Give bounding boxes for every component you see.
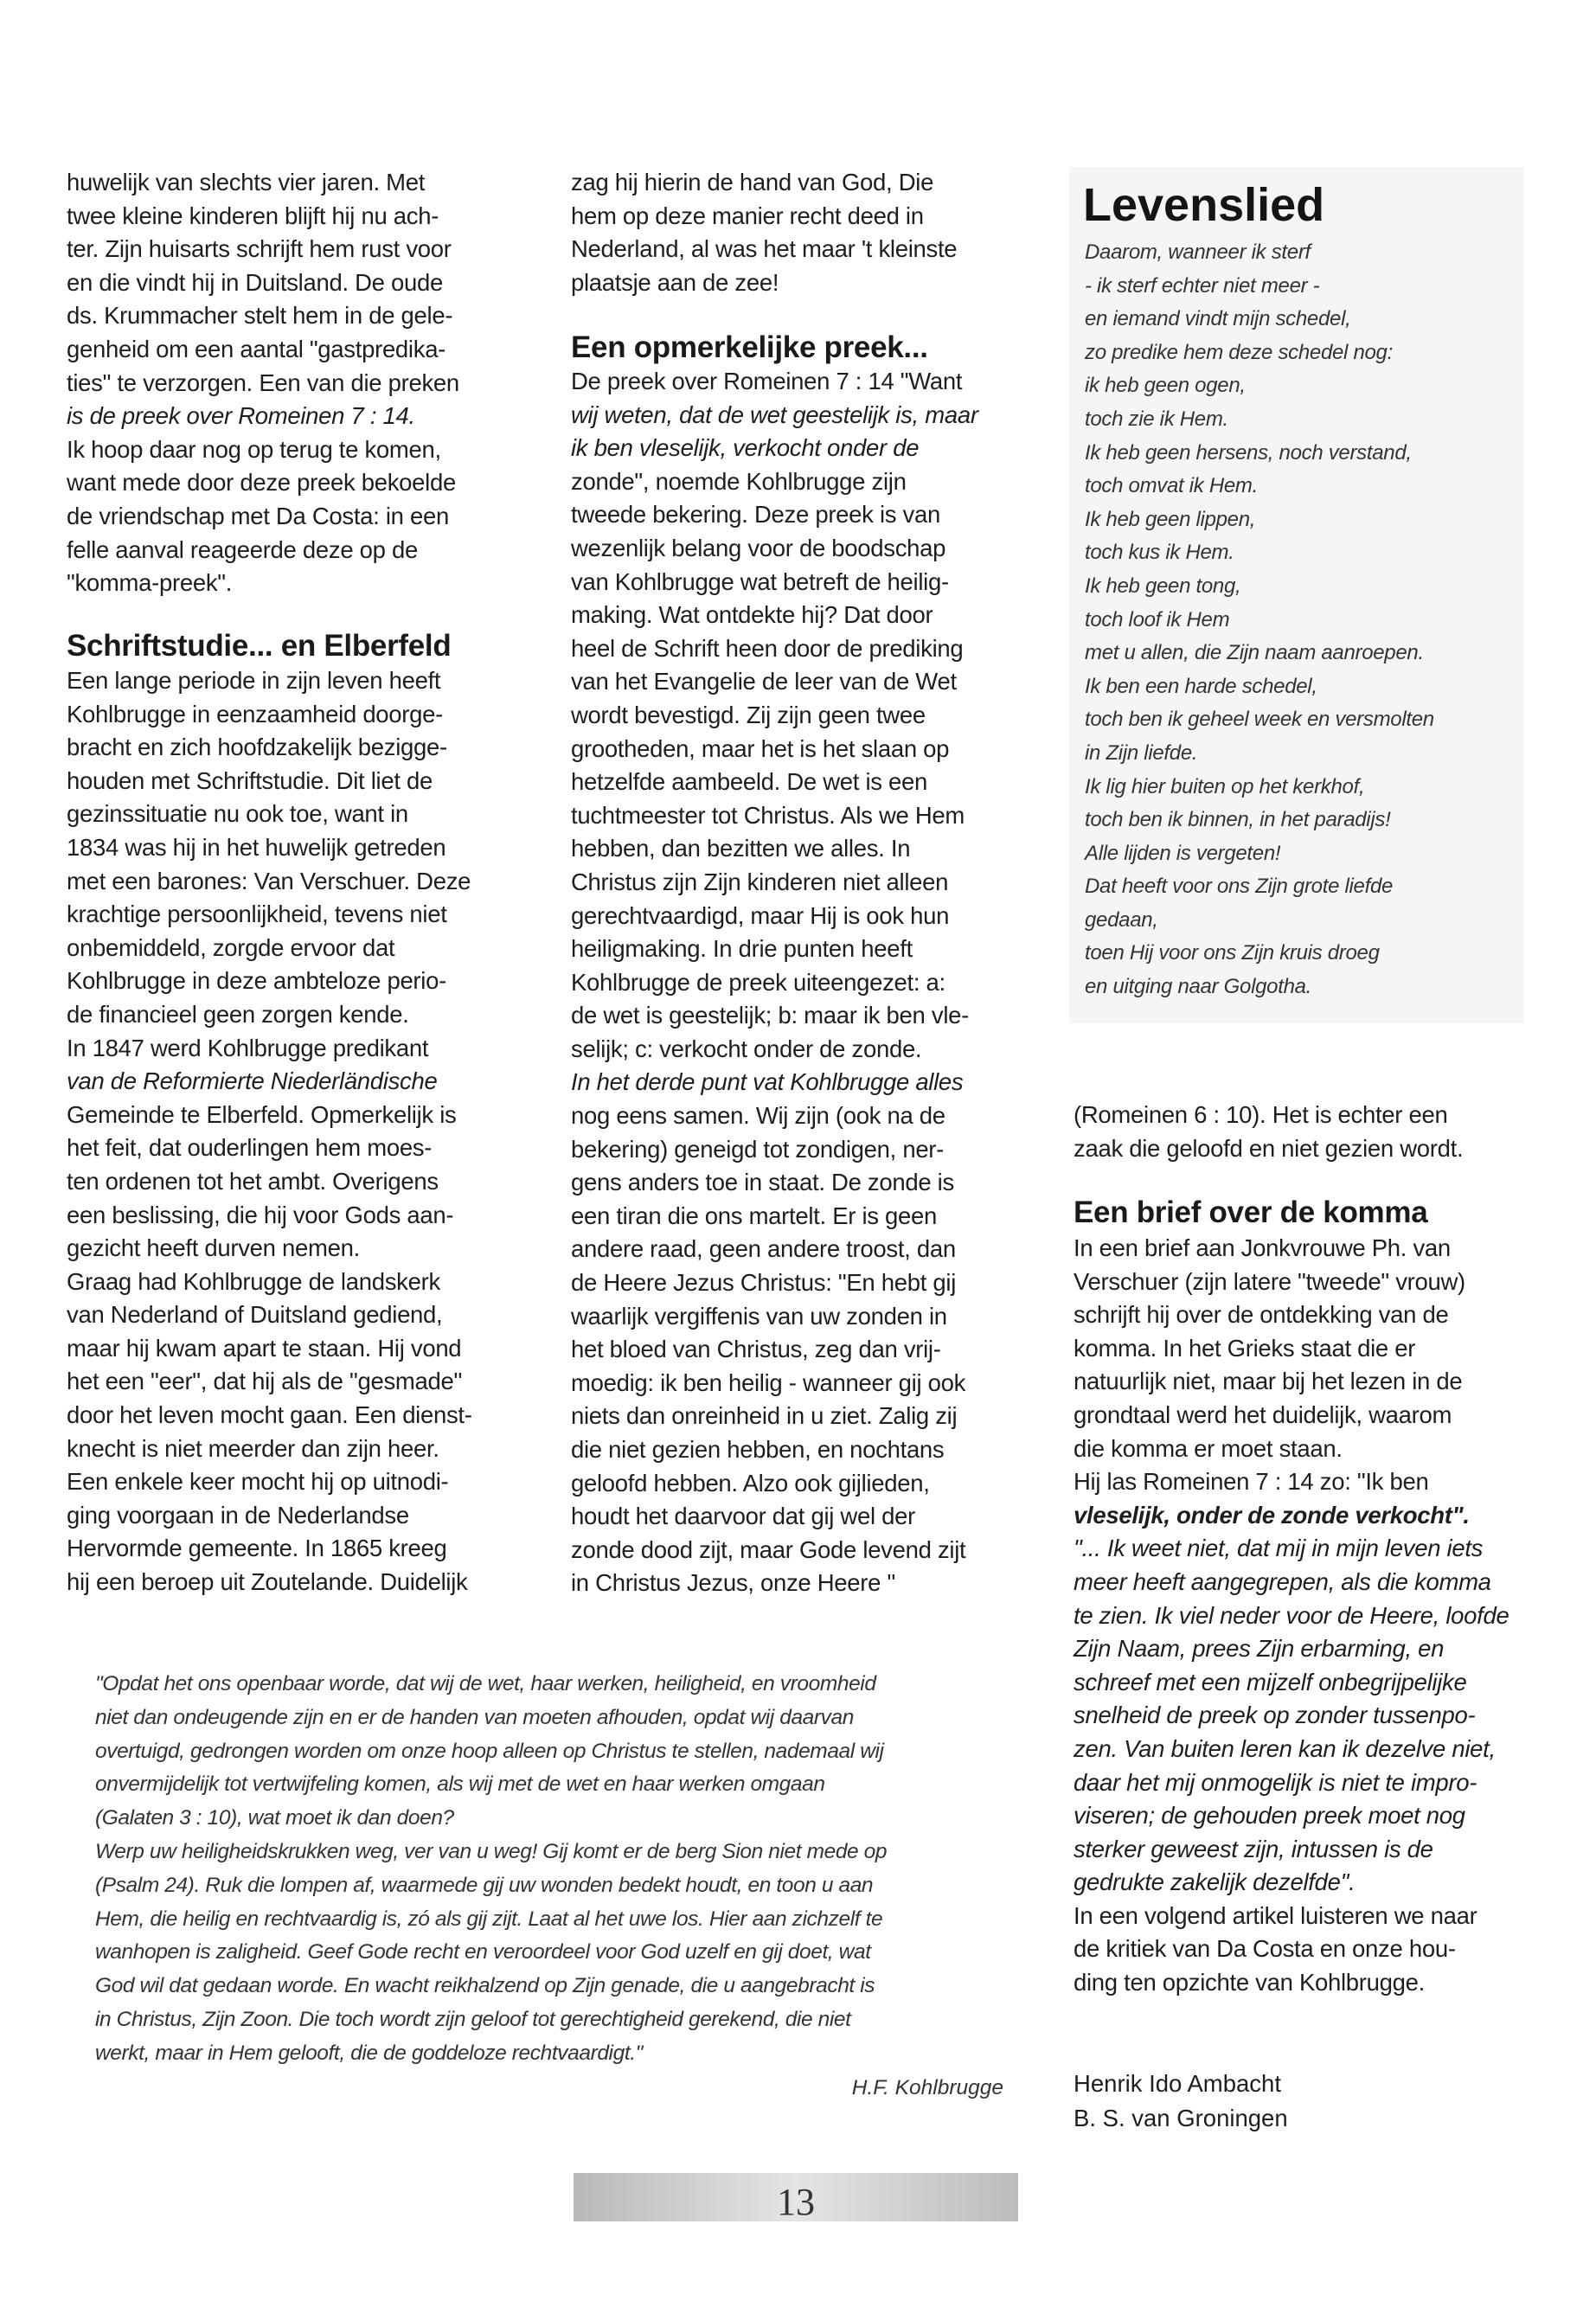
column-1-body xyxy=(67,664,516,1599)
text-line: moedig: ik ben heilig - wanneer gij ook xyxy=(571,1368,966,1396)
text-line: geloofd hebben. Alzo ook gijlieden, xyxy=(571,1469,930,1497)
text-line: God wil dat gedaan worde. En wacht reikhalzend op Zijn genade, die u aangebracht is xyxy=(95,1974,875,1998)
text-line: hebben, dan bezitten we alles. In xyxy=(571,835,911,862)
text-line: bracht en zich hoofdzakelijk bezigge- xyxy=(67,734,447,761)
text-line: niets dan onreinheid in u ziet. Zalig zij xyxy=(571,1402,958,1430)
text-line: schreef met een mijzelf onbegrijpelijke xyxy=(1074,1668,1467,1695)
text-line: genheid om een aantal "gastpredika- xyxy=(67,335,446,362)
poem-title: Levenslied xyxy=(1083,179,1325,231)
text-line: toch omvat ik Hem. xyxy=(1085,474,1258,498)
text-line: het een "eer", dat hij als de "gesmade" xyxy=(67,1368,462,1395)
text-line: Nederland, al was het maar 't kleinste xyxy=(571,235,958,263)
text-line: overtuigd, gedrongen worden om onze hoop alleen op Christus te stellen, nademaal wij xyxy=(95,1739,884,1763)
text-line: hij een beroep uit Zoutelande. Duidelijk xyxy=(67,1568,468,1596)
column-3-body xyxy=(1074,1232,1523,2000)
text-line: In het derde punt vat Kohlbrugge alles xyxy=(571,1068,964,1096)
text-line: Ik heb geen tong, xyxy=(1085,574,1241,598)
text-line: 1834 was hij in het huwelijk getreden xyxy=(67,833,446,861)
text-line: gens anders toe in staat. De zonde is xyxy=(571,1169,954,1196)
heading-schriftstudie: Schriftstudie... en Elberfeld xyxy=(67,629,452,663)
text-line: Een lange periode in zijn leven heeft xyxy=(67,667,441,694)
text-line: viseren; de gehouden preek moet nog xyxy=(1074,1802,1465,1830)
text-line: vleselijk, onder de zonde verkocht". xyxy=(1074,1501,1470,1529)
text-line: hetzelfde aambeeld. De wet is een xyxy=(571,768,928,796)
text-line: ties" te verzorgen. Een van die preken xyxy=(67,369,459,396)
text-line: Hij las Romeinen 7 : 14 zo: "Ik ben xyxy=(1074,1468,1429,1496)
text-line: zaak die geloofd en niet gezien wordt. xyxy=(1074,1134,1464,1162)
text-line: plaatsje aan de zee! xyxy=(571,268,779,296)
text-line: komma. In het Grieks staat die er xyxy=(1074,1334,1416,1362)
text-line: natuurlijk niet, maar bij het lezen in de xyxy=(1074,1368,1463,1395)
text-line: in Christus, Zijn Zoon. Die toch wordt zijn geloof tot gerechtigheid gerekend, die niet xyxy=(95,2007,851,2031)
text-line: "... Ik weet niet, dat mij in mijn leven iets xyxy=(1074,1535,1484,1562)
column-1-intro xyxy=(67,166,516,600)
text-line: zen. Van buiten leren kan ik dezelve niet, xyxy=(1074,1734,1496,1762)
column-2-body xyxy=(571,365,1021,1600)
heading-opmerkelijke-preek: Een opmerkelijke preek... xyxy=(571,330,928,364)
text-line: gezinssituatie nu ook toe, want in xyxy=(67,800,408,828)
text-line: zag hij hierin de hand van God, Die xyxy=(571,169,934,195)
text-line: Ik ben een harde schedel, xyxy=(1085,674,1317,698)
text-line: heiligmaking. In drie punten heeft xyxy=(571,935,913,963)
text-line: niet dan ondeugende zijn en er de handen van moeten afhouden, opdat wij daarvan xyxy=(95,1705,854,1729)
author-2: B. S. van Groningen xyxy=(1074,2105,1288,2131)
text-line: is de preek over Romeinen 7 : 14. xyxy=(67,402,415,430)
text-line: wordt bevestigd. Zij zijn geen twee xyxy=(571,701,926,728)
text-line: wij weten, dat de wet geestelijk is, maar xyxy=(571,401,978,428)
text-line: toch ben ik binnen, in het paradijs! xyxy=(1085,808,1391,832)
text-line: grondtaal werd het duidelijk, waarom xyxy=(1074,1400,1452,1428)
text-line: houden met Schriftstudie. Dit liet de xyxy=(67,766,433,794)
text-line: en iemand vindt mijn schedel, xyxy=(1085,307,1351,331)
text-line: houdt het daarvoor dat gij wel der xyxy=(571,1503,915,1530)
text-line: bekering) geneigd tot zondigen, ner- xyxy=(571,1135,945,1163)
text-line: de kritiek van Da Costa en onze hou- xyxy=(1074,1935,1456,1963)
text-line: Ik lig hier buiten op het kerkhof, xyxy=(1085,774,1365,798)
text-line: Hervormde gemeente. In 1865 kreeg xyxy=(67,1535,447,1562)
text-line: zo predike hem deze schedel nog: xyxy=(1085,340,1393,364)
text-line: van het Evangelie de leer van de Wet xyxy=(571,668,957,695)
text-line: te zien. Ik viel neder voor de Heere, loofde xyxy=(1074,1601,1509,1629)
text-line: zonde dood zijt, maar Gode levend zijt xyxy=(571,1535,966,1563)
text-line: selijk; c: verkocht onder de zonde. xyxy=(571,1035,922,1062)
text-line: making. Wat ontdekte hij? Dat door xyxy=(571,601,933,629)
text-line: maar hij kwam apart te staan. Hij vond xyxy=(67,1334,462,1362)
text-line: - ik sterf echter niet meer - xyxy=(1085,273,1320,298)
text-line: knecht is niet meerder dan zijn heer. xyxy=(67,1434,439,1462)
text-line: toch kus ik Hem. xyxy=(1085,541,1234,565)
text-line: sterker geweest zijn, intussen is de xyxy=(1074,1835,1433,1862)
text-line: Een enkele keer mocht hij op uitnodi- xyxy=(67,1468,449,1496)
text-line: door het leven mocht gaan. Een dienst- xyxy=(67,1401,472,1429)
text-line: krachtige persoonlijkheid, tevens niet xyxy=(67,901,447,928)
text-line: die niet gezien hebben, en nochtans xyxy=(571,1436,945,1463)
text-line: hem op deze manier recht deed in xyxy=(571,202,924,229)
kohlbrugge-quote xyxy=(95,1668,1003,2106)
text-line: Verschuer (zijn latere "tweede" vrouw) xyxy=(1074,1267,1465,1295)
text-line: nog eens samen. Wij zijn (ook na de xyxy=(571,1102,945,1130)
text-line: De preek over Romeinen 7 : 14 "Want xyxy=(571,368,963,394)
text-line: tweede bekering. Deze preek is van xyxy=(571,501,940,529)
text-line: werkt, maar in Hem gelooft, die de goddeloze rechtvaardigt." xyxy=(95,2041,643,2065)
text-line: ten ordenen tot het ambt. Overigens xyxy=(67,1167,439,1195)
text-line: gezicht heeft durven nemen. xyxy=(67,1234,360,1262)
text-line: zonde", noemde Kohlbrugge zijn xyxy=(571,467,907,495)
text-line: onbemiddeld, zorgde ervoor dat xyxy=(67,933,395,961)
text-line: met u allen, die Zijn naam aanroepen. xyxy=(1085,641,1424,665)
text-line: Alle lijden is vergeten! xyxy=(1085,841,1281,865)
text-line: In een brief aan Jonkvrouwe Ph. van xyxy=(1074,1234,1451,1261)
text-line: toch ben ik geheel week en versmolten xyxy=(1085,708,1434,732)
text-line: "Opdat het ons openbaar worde, dat wij de wet, haar werken, heiligheid, en vroomheid xyxy=(95,1672,876,1695)
column-3-intro xyxy=(1074,1099,1523,1165)
text-line: meer heeft aangegrepen, als die komma xyxy=(1074,1567,1491,1595)
text-line: Kohlbrugge in eenzaamheid doorge- xyxy=(67,700,444,727)
text-line: grootheden, maar het is het slaan op xyxy=(571,734,950,762)
text-line: Daarom, wanneer ik sterf xyxy=(1085,240,1311,264)
text-line: het bloed van Christus, zeg dan vrij- xyxy=(571,1336,941,1363)
text-line: Ik hoop daar nog op terug te komen, xyxy=(67,435,441,463)
text-line: felle aanval reageerde deze op de xyxy=(67,535,418,563)
text-line: ik heb geen ogen, xyxy=(1085,374,1246,398)
text-line: van Nederland of Duitsland gediend, xyxy=(67,1301,443,1329)
poem-text xyxy=(1085,236,1434,1004)
text-line: (Romeinen 6 : 10). Het is echter een xyxy=(1074,1101,1448,1128)
text-line: daar het mij onmogelijk is niet te impro- xyxy=(1074,1768,1477,1796)
text-line: van de Reformierte Niederländische xyxy=(67,1067,438,1095)
text-line: een beslissing, die hij voor Gods aan- xyxy=(67,1201,454,1228)
text-line: toch loof ik Hem xyxy=(1085,607,1230,631)
text-line: Ik heb geen hersens, noch verstand, xyxy=(1085,440,1412,465)
text-line: schrijft hij over de ontdekking van de xyxy=(1074,1301,1449,1329)
text-line: Christus zijn Zijn kinderen niet alleen xyxy=(571,868,949,895)
text-line: ter. Zijn huisarts schrijft hem rust voor xyxy=(67,235,452,263)
heading-brief-komma: Een brief over de komma xyxy=(1074,1195,1428,1229)
text-line: met een barones: Van Verschuer. Deze xyxy=(67,867,471,894)
text-line: en uitging naar Golgotha. xyxy=(1085,975,1312,999)
text-line: heel de Schrift heen door de prediking xyxy=(571,634,964,662)
text-line: "komma-preek". xyxy=(67,569,233,597)
text-line: In 1847 werd Kohlbrugge predikant xyxy=(67,1034,429,1061)
text-line: wanhopen is zaligheid. Geef Gode recht en veroordeel voor God uzelf en gij doet, wat xyxy=(95,1940,871,1965)
text-line: ding ten opzichte van Kohlbrugge. xyxy=(1074,1969,1425,1997)
text-line: Gemeinde te Elberfeld. Opmerkelijk is xyxy=(67,1100,457,1128)
text-line: toen Hij voor ons Zijn kruis droeg xyxy=(1085,941,1380,965)
text-line: onvermijdelijk tot vertwijfeling komen, als wij met de wet en haar werken omgaan xyxy=(95,1772,825,1797)
text-line: (Galaten 3 : 10), wat moet ik dan doen? xyxy=(95,1806,454,1830)
text-line: en die vindt hij in Duitsland. De oude xyxy=(67,268,443,296)
text-line: gedaan, xyxy=(1085,907,1158,932)
text-line: Dat heeft voor ons Zijn grote liefde xyxy=(1085,875,1394,899)
text-line: ds. Krummacher stelt hem in de gele- xyxy=(67,302,453,330)
column-2-intro xyxy=(571,166,1021,299)
text-line: in Zijn liefde. xyxy=(1085,740,1198,765)
text-line: snelheid de preek op zonder tussenpo- xyxy=(1074,1702,1476,1729)
text-line: Kohlbrugge de preek uiteengezet: a: xyxy=(571,968,945,996)
text-line: gerechtvaardigd, maar Hij is ook hun xyxy=(571,901,950,929)
text-line: de Heere Jezus Christus: "En hebt gij xyxy=(571,1269,957,1297)
text-line: Hem, die heilig en rechtvaardig is, zó als gij zijt. Laat al het uwe los. Hier aan zichzelf te xyxy=(95,1907,883,1931)
text-line: andere raad, geen andere troost, dan xyxy=(571,1235,956,1263)
text-line: Ik heb geen lippen, xyxy=(1085,507,1256,531)
author-1: Henrik Ido Ambacht xyxy=(1074,2070,1281,2097)
text-line: tuchtmeester tot Christus. Als we Hem xyxy=(571,801,965,829)
text-line: Zijn Naam, prees Zijn erbarming, en xyxy=(1074,1635,1445,1663)
text-line: die komma er moet staan. xyxy=(1074,1434,1343,1462)
text-line: In een volgend artikel luisteren we naar xyxy=(1074,1901,1477,1929)
text-line: twee kleine kinderen blijft hij nu ach- xyxy=(67,202,439,229)
text-line: (Psalm 24). Ruk die lompen af, waarmede gij uw wonden bedekt houdt, en toon u aan xyxy=(95,1873,874,1897)
text-line: het feit, dat ouderlingen hem moes- xyxy=(67,1134,433,1162)
page-number: 13 xyxy=(777,2181,815,2223)
text-line: de vriendschap met Da Costa: in een xyxy=(67,502,449,529)
text-line: van Kohlbrugge wat betreft de heilig- xyxy=(571,567,949,595)
text-line: de wet is geestelijk; b: maar ik ben vle- xyxy=(571,1002,969,1029)
text-line: toch zie ik Hem. xyxy=(1085,407,1228,431)
quote-author: H.F. Kohlbrugge xyxy=(851,2075,1003,2099)
text-line: Werp uw heiligheidskrukken weg, ver van u weg! Gij komt er de berg Sion niet mede op xyxy=(95,1839,888,1863)
page-number-bar xyxy=(574,2173,1018,2221)
text-line: Graag had Kohlbrugge de landskerk xyxy=(67,1267,440,1295)
text-line: wezenlijk belang voor de boodschap xyxy=(571,534,946,561)
text-line: een tiran die ons martelt. Er is geen xyxy=(571,1202,938,1229)
text-line: want mede door deze preek bekoelde xyxy=(67,469,456,497)
text-line: waarlijk vergiffenis van uw zonden in xyxy=(571,1302,947,1330)
text-line: in Christus Jezus, onze Heere " xyxy=(571,1569,895,1597)
text-line: huwelijk van slechts vier jaren. Met xyxy=(67,169,426,195)
text-line: Kohlbrugge in deze ambteloze perio- xyxy=(67,967,446,995)
text-line: ik ben vleselijk, verkocht onder de xyxy=(571,434,920,462)
text-line: gedrukte zakelijk dezelfde". xyxy=(1074,1868,1356,1896)
text-line: ging voorgaan in de Nederlandse xyxy=(67,1501,409,1529)
text-line: de financieel geen zorgen kende. xyxy=(67,1000,409,1028)
